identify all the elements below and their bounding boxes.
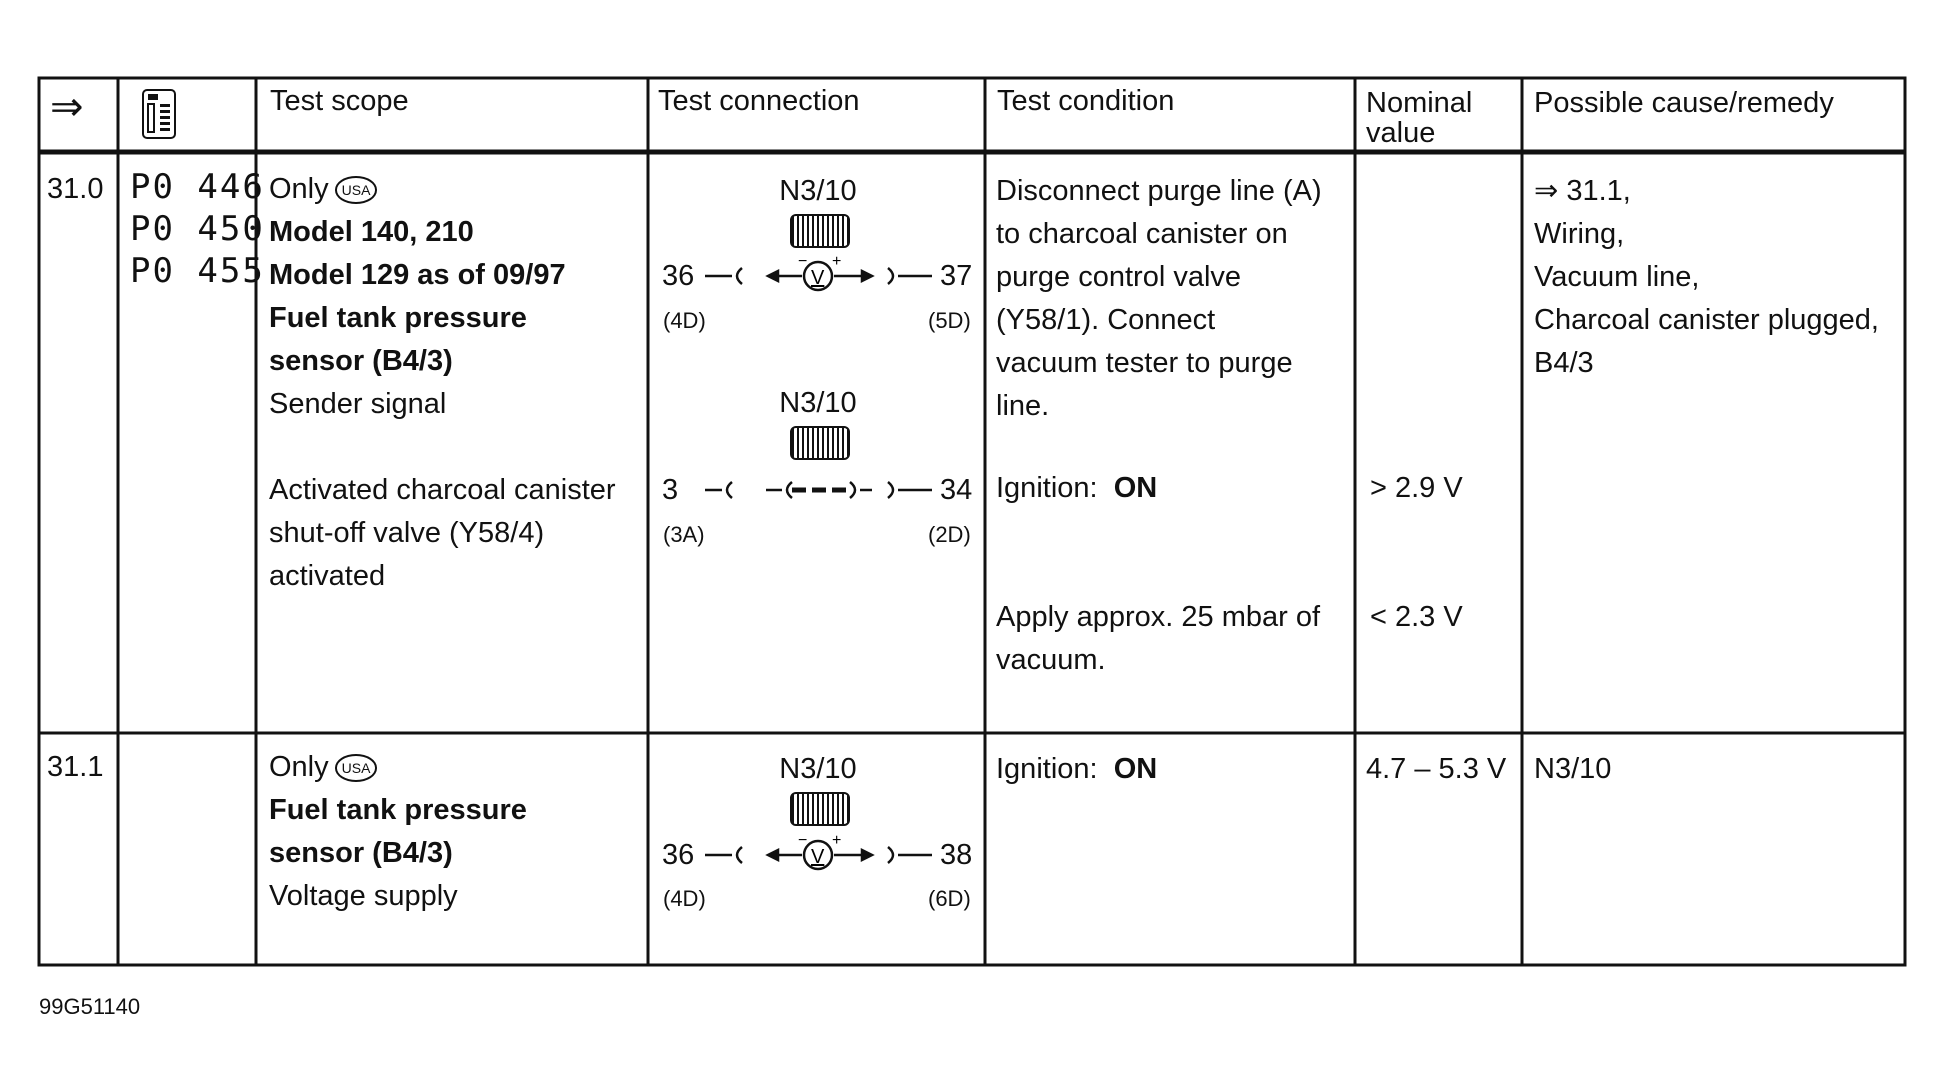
cause-line: Charcoal canister plugged, (1534, 304, 1879, 336)
svg-text:+: + (832, 256, 842, 270)
apply-vacuum (996, 596, 1320, 682)
ignition-value: ON (1113, 472, 1158, 504)
cause-line: N3/10 (1534, 753, 1612, 785)
jumper-diagram (700, 470, 940, 510)
ignition-value: ON (1113, 753, 1158, 785)
svg-text:−: − (798, 835, 808, 849)
ignition-condition (996, 748, 1157, 791)
svg-text:−: − (798, 256, 808, 270)
right-sub-pin: (2D) (928, 522, 971, 547)
meter-label: V (811, 846, 825, 868)
condition-line: (Y58/1). Connect (996, 304, 1216, 336)
scope-line: Voltage supply (269, 880, 458, 912)
module-label: N3/10 (779, 387, 857, 419)
module-label: N3/10 (779, 753, 857, 785)
hand-tester-icon (140, 88, 178, 145)
cause-line: B4/3 (1534, 347, 1594, 379)
svg-text:+: + (832, 835, 842, 849)
only-label: Only (269, 173, 329, 205)
header-nominal-line1: Nominal (1366, 87, 1473, 119)
scope-line: activated (269, 560, 386, 592)
scope-bold-line: sensor (B4/3) (269, 837, 453, 869)
test-condition-cell (996, 170, 1322, 428)
right-pin: 34 (940, 474, 973, 506)
scope-bold-line: Fuel tank pressure (269, 794, 527, 826)
cause-line: Vacuum line, (1534, 261, 1700, 293)
right-sub-pin: (6D) (928, 886, 971, 911)
condition-line: Disconnect purge line (A) (996, 175, 1322, 207)
connector-icon (790, 426, 850, 465)
fault-code: P0 446 (130, 167, 265, 207)
scope-line: shut-off valve (Y58/4) (269, 517, 545, 549)
scope-line: Sender signal (269, 388, 447, 420)
meter-label: V (811, 267, 825, 289)
header-nominal-line2: value (1366, 117, 1436, 149)
step-number: 31.1 (47, 751, 104, 783)
step-number: 31.0 (47, 173, 104, 205)
fault-code: P0 455 (130, 251, 265, 291)
condition-line: Apply approx. 25 mbar of (996, 601, 1321, 633)
scope-line: Activated charcoal canister (269, 474, 616, 506)
cause-line: Wiring, (1534, 218, 1625, 250)
fault-code: P0 450 (130, 209, 265, 249)
only-label: Only (269, 751, 329, 783)
left-pin: 36 (662, 839, 695, 871)
voltmeter-diagram (700, 835, 940, 875)
cause-line: ⇒ 31.1, (1534, 175, 1631, 207)
header-test-connection: Test connection (658, 85, 860, 117)
left-pin: 36 (662, 260, 695, 292)
voltmeter-diagram (700, 256, 940, 296)
figure-id: 99G51140 (39, 994, 141, 1019)
left-sub-pin: (3A) (663, 522, 705, 547)
header-arrow: ⇒ (50, 85, 84, 129)
condition-line: vacuum tester to purge (996, 347, 1293, 379)
header-test-condition: Test condition (997, 85, 1175, 117)
ignition-label: Ignition: (996, 472, 1098, 504)
condition-line: vacuum. (996, 644, 1106, 676)
test-scope-cell (269, 746, 527, 918)
module-label: N3/10 (779, 175, 857, 207)
nominal-value: < 2.3 V (1370, 601, 1463, 633)
right-pin: 37 (940, 260, 973, 292)
usa-badge: USA (335, 754, 378, 782)
nominal-value: > 2.9 V (1370, 472, 1463, 504)
header-cause: Possible cause/remedy (1534, 87, 1834, 119)
scope-bold-line: Model 129 as of 09/97 (269, 259, 566, 291)
left-sub-pin: (4D) (663, 308, 706, 333)
left-sub-pin: (4D) (663, 886, 706, 911)
header-test-scope: Test scope (270, 85, 409, 117)
condition-line: to charcoal canister on (996, 218, 1288, 250)
test-scope-cell (269, 168, 616, 598)
condition-line: line. (996, 390, 1050, 422)
usa-badge: USA (335, 176, 378, 204)
connector-icon (790, 214, 850, 253)
scope-bold-line: sensor (B4/3) (269, 345, 453, 377)
left-pin: 3 (662, 474, 679, 506)
ignition-label: Ignition: (996, 753, 1098, 785)
condition-line: purge control valve (996, 261, 1242, 293)
scope-bold-line: Fuel tank pressure (269, 302, 527, 334)
cause-cell (1534, 170, 1879, 385)
nominal-value: 4.7 – 5.3 V (1366, 753, 1507, 785)
right-sub-pin: (5D) (928, 308, 971, 333)
fault-codes (130, 166, 265, 292)
ignition-condition (996, 467, 1157, 510)
scope-bold-line: Model 140, 210 (269, 216, 474, 248)
right-pin: 38 (940, 839, 973, 871)
connector-icon (790, 792, 850, 831)
